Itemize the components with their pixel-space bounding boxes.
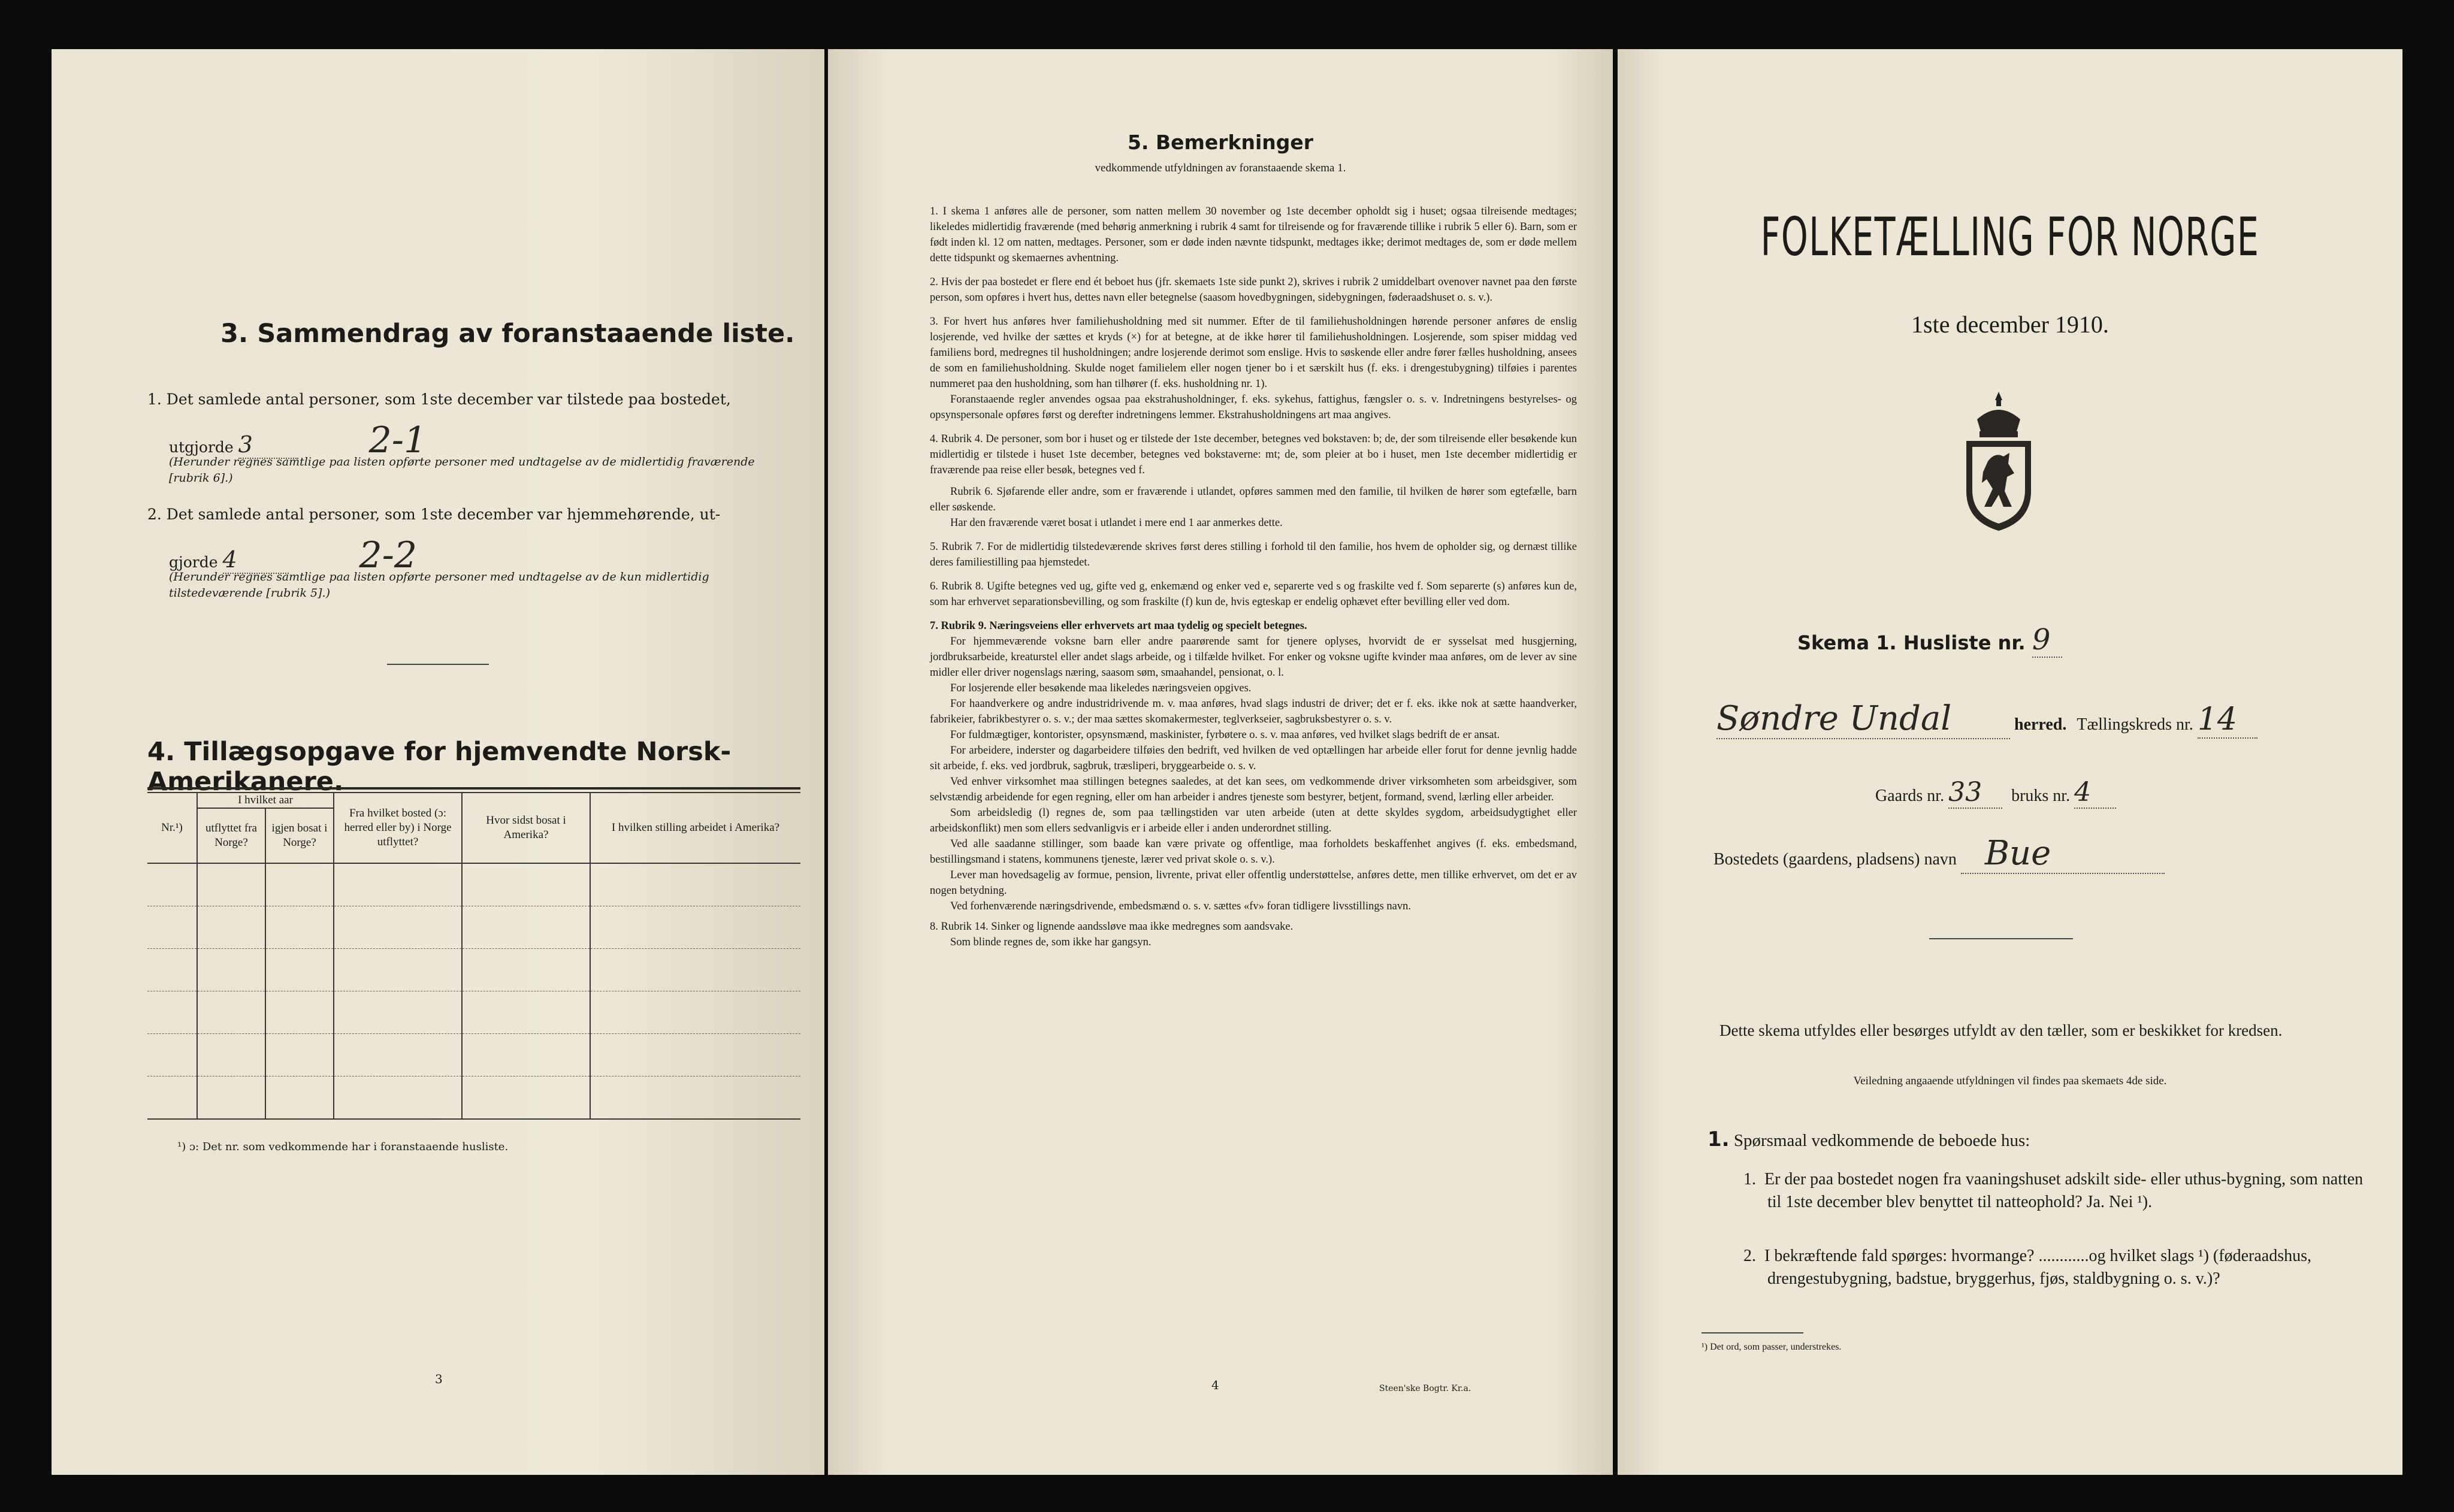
table-row [147,863,800,906]
remark-7i: Lever man hovedsagelig av formue, pension, livrente, privat eller offentlig understøttelse, anføres dette, men tillike erhvervet, om det er av nogen betydning. [930,869,1577,897]
th-sidst-bosat: Hvor sidst bosat i Amerika? [462,793,590,863]
gaards-nr: 33 [1948,777,2002,809]
remarks-title: 5. Bemerkninger [1127,131,1314,154]
table-row [147,1076,800,1120]
gaards-line: Gaards nr. 33 bruks nr. 4 [1875,777,2116,809]
instruction: Dette skema utfyldes eller besørges utfyldt av den tæller, som er beskikket for kredsen. [1719,1021,2283,1039]
item1-text: 1. Det samlede antal personer, som 1ste december var tilstede paa bostedet, [147,391,731,408]
th-fra-bosted: Fra hvilket bosted (ɔ: herred eller by) i Norge utflyttet? [334,793,462,863]
bruks-nr: 4 [2074,777,2116,809]
remark-7g: Som arbeidsledig (l) regnes de, som paa tællingstiden var uten arbeide (uten at dette skyldes sygdom, arbeidsudygtighet eller arbeidskonflikt) men som ellers sedvanligvis er i arbeide eller i anden underordnet stilling. [930,807,1577,834]
remark-4: 4. Rubrik 4. De personer, som bor i huset og er tilstede der 1ste december, betegnes ved bokstaven: b; de, der som tilreisende eller besøkende kun midlertidig er tilstede i huset 1ste december, betegnes ved bokstaverne: mt; de, som pleier at bo i huset, men 1ste december midlertidig er fraværende paa reise eller besøk, betegnes ved f. [930,433,1577,476]
item2-text: 2. Det samlede antal personer, som 1ste december var hjemmehørende, ut- [147,506,721,523]
footnote: ¹) Det ord, som passer, understrekes. [1702,1342,1842,1352]
table-row [147,991,800,1034]
table-footnote: ¹) ɔ: Det nr. som vedkommende har i foranstaaende husliste. [177,1141,509,1153]
page-4 [828,49,1613,1475]
remark-7: 7. Rubrik 9. Næringsveiens eller erhvervets art maa tydelig og specielt betegnes. [930,620,1307,632]
remark-7e: For arbeidere, inderster og dagarbeidere tilføies den bedrift, ved hvilken de ved optællingen har arbeide eller forut for denne jevnlig hadde sit arbeide, f. eks. ved jordbruk, sagbruk, træsliperi, bryggearbeide o. s. v. [930,745,1577,772]
divider [387,664,489,665]
questions-title: 1. Spørsmaal vedkommende de beboede hus: [1707,1127,2030,1151]
ornament-divider [1929,938,2073,939]
bosted-value: Bue [1961,834,2165,874]
item2-note: (Herunder regnes samtlige paa listen opførte personer med undtagelse av de kun midlertidig tilstedeværende [rubrik 5].) [169,570,709,600]
remark-7f: Ved enhver virksomhet maa stillingen betegnes saaledes, at det kan sees, om vedkommende driver virksomheten som arbeidsgiver, som selvstændig arbeidende for egen regning, eller om han arbeider i andres tjeneste som bestyrer, betjent, formand, svend, lærling eller arbeider. [930,776,1577,803]
remark-2: 2. Hvis der paa bostedet er flere end ét beboet hus (jfr. skemaets 1ste side punkt 2), skrives i rubrik 2 umiddelbart ovenover navnet paa den første person, som opføres i hvert hus, dettes navn eller betegnelse (saasom hovedbygningen, sidebygningen, føderaadshuset o. s. v.). [930,276,1577,304]
item1-value-b: 2-1 [368,419,427,461]
remark-7h: Ved alle saadanne stillinger, som baade kan være private og offentlige, maa forholdets beskaffenhet angives (f. eks. embedsmand, bestillingsmand i statens, kommunens tjeneste, lærer ved privat skole o. s. v.). [930,838,1577,866]
remark-4b: Rubrik 6. Sjøfarende eller andre, som er fraværende i utlandet, opføres sammen med den familie, til hvilken de hører som egtefælle, barn eller søskende. [930,486,1577,513]
table-top-rule [147,787,800,790]
remark-8b: Som blinde regnes de, som ikke har gangsyn. [950,936,1152,948]
herred-value: Søndre Undal [1716,699,2010,739]
page-3 [52,49,824,1475]
remark-8: 8. Rubrik 14. Sinker og lignende aandssløve maa ikke medregnes som aandsvake. [930,921,1294,933]
item2-value-b: 2-2 [359,534,418,576]
footnote-rule [1702,1332,1803,1333]
table-row [147,949,800,991]
remark-5: 5. Rubrik 7. For de midlertidig tilstedeværende skrives først deres stilling i forhold til den familie, hos hvem de opholder sig, og dernæst tillike deres familiestilling paa hjemstedet. [930,541,1577,568]
page-number: 4 [1211,1378,1219,1392]
item1-value-a: 3 [238,431,298,459]
remarks-subtitle: vedkommende utfyldningen av foranstaaende skema 1. [1095,162,1346,174]
skema-line: Skema 1. Husliste nr. 9 [1797,623,2062,658]
table-row [147,1034,800,1076]
section3-title: 3. Sammendrag av foranstaaende liste. [220,319,795,349]
remark-7a: For hjemmeværende voksne barn eller andre paarørende samt for tjenere oplyses, hvorvidt de er sysselsat med husgjerning, jordbruksarbeide, kreaturstel eller andet slags arbeide, og i tilfælde hvilket. For enker og voksne ugifte kvinder maa anføres, om de lever av sine midler eller driver nogenslags næring, saasom søm, smaahandel, pensionat, o. l. [930,636,1577,679]
printer-mark: Steen'ske Bogtr. Kr.a. [1379,1384,1471,1393]
instruction-small: Veiledning angaaende utfyldningen vil findes paa skemaets 4de side. [1853,1075,2167,1087]
item1-note: (Herunder regnes samtlige paa listen opførte personer med undtagelse av de midlertidig fraværende [rubrik 6].) [169,455,755,485]
remark-3: 3. For hvert hus anføres hver familiehusholdning med sit nummer. Efter de til familiehusholdningen hørende personer anføres de enslig losjerende, ved hvilke der sættes et kryds (×) for at betegne, at de ikke hører til familiehusholdningen. Losjerende, som spiser middag ved familiens bord, medregnes til husholdningen; andre losjerende derimot som enslige. Hvis to søskende eller andre fører fælles husholdning, ansees de som en familiehusholdning. Skulde noget familielem eller nogen tjener bo i et særskilt hus (f. eks. i drengestubygning) tilføies i parentes nummeret paa den husholdning, som han tilhører (f. eks. husholdning nr. 1). [930,316,1577,390]
remark-4c: Har den fraværende været bosat i utlandet i mere end 1 aar anmerkes dette. [950,517,1283,529]
question-2: 2. I bekræftende fald spørges: hvormange? ............og hvilket slags ¹) (føderaadshus, drengestubygning, badstue, bryggerhus, fjøs, staldbygning o. s. v.)? [1743,1247,2311,1288]
remark-3b: Foranstaaende regler anvendes ogsaa paa ekstrahusholdninger, f. eks. sykehus, fattighus, fængsler o. s. v. Indretningens bestyrelses- og opsynspersonale opføres først og derefter indretningens lemmer. Ekstrahusholdningens art maa angives. [930,394,1577,421]
th-stilling: I hvilken stilling arbeidet i Amerika? [590,793,800,863]
page-number: 3 [435,1372,443,1386]
section4-title: 4. Tillægsopgave for hjemvendte Norsk-Amerikanere. [147,737,732,797]
remark-7b: For losjerende eller besøkende maa likeledes næringsveien opgives. [950,682,1252,694]
remark-7j: Ved forhenværende næringsdrivende, embedsmænd o. s. v. sættes «fv» foran tidligere livsstillings navn. [950,900,1412,912]
question-1: 1. Er der paa bostedet nogen fra vaaningshuset adskilt side- eller uthus-bygning, som natten til 1ste december blev benyttet til natteophold? Ja. Nei ¹). [1743,1170,2364,1211]
remark-7c: For haandverkere og andre industridrivende m. v. maa anføres, hvad slags industri de driver; det er f. eks. ikke nok at sætte haandverker, fabrikeier, fabrikbestyrer o. s. v.; der maa sættes skomakermester, teglverkseier, sagbruksbestyrer o. s. v. [930,698,1577,725]
cover-page [1618,49,2402,1475]
remarks-list [930,204,1577,950]
census-title: FOLKETÆLLING FOR NORGE [1760,206,2260,268]
item2-value-a: 4 [223,546,289,574]
remark-1: 1. I skema 1 anføres alle de personer, som natten mellem 30 november og 1ste december opholdt sig i huset; ogsaa tilreisende medtages; likeledes midlertidig fraværende (med behørig anmerkning i rubrik 4 samt for tilreisende og for fraværende tillike i rubrik 5 eller 6). Barn, som er født inden kl. 12 om natten, medtages. Personer, som er døde inden nævnte tidspunkt, medtages ikke; derimot medtages de, som er døde mellem dette tidspunkt og skemaernes avhentning. [930,205,1577,264]
remark-7d: For fuldmægtiger, kontorister, opsynsmænd, maskinister, fyrbøtere o. s. v. maa anføres, ved hvilket slags bedrift de er ansat. [950,729,1500,741]
taellingskreds-nr: 14 [2198,701,2257,739]
coat-of-arms-icon [1959,389,2038,533]
bosted-line: Bostedets (gaardens, pladsens) navn Bue [1713,834,2165,874]
item1-utgjorde: utgjorde 3 2-1 [169,419,427,461]
th-utflyttet: utflyttet fra Norge? [197,808,265,863]
th-nr: Nr.¹) [147,793,197,863]
remark-6: 6. Rubrik 8. Ugifte betegnes ved ug, gifte ved g, enkemænd og enker ved e, separerte ved s og fraskilte ved f. Som separerte (s) anføres kun de, som har erhvervet separationsbevilling, og som fraskilte (f) kun de, hvis egteskap er endelig ophævet efter bevilling eller ved dom. [930,580,1577,608]
table-row [147,906,800,949]
th-igjen: igjen bosat i Norge? [265,808,334,863]
item2-gjorde: gjorde 4 2-2 [169,534,418,576]
norsk-amerikanere-table [147,792,800,1120]
th-aar: I hvilket aar [197,793,334,808]
census-date: 1ste december 1910. [1911,311,2109,338]
husliste-nr: 9 [2032,623,2062,658]
herred-line: Søndre Undal herred. Tællingskreds nr. 14 [1716,699,2257,739]
